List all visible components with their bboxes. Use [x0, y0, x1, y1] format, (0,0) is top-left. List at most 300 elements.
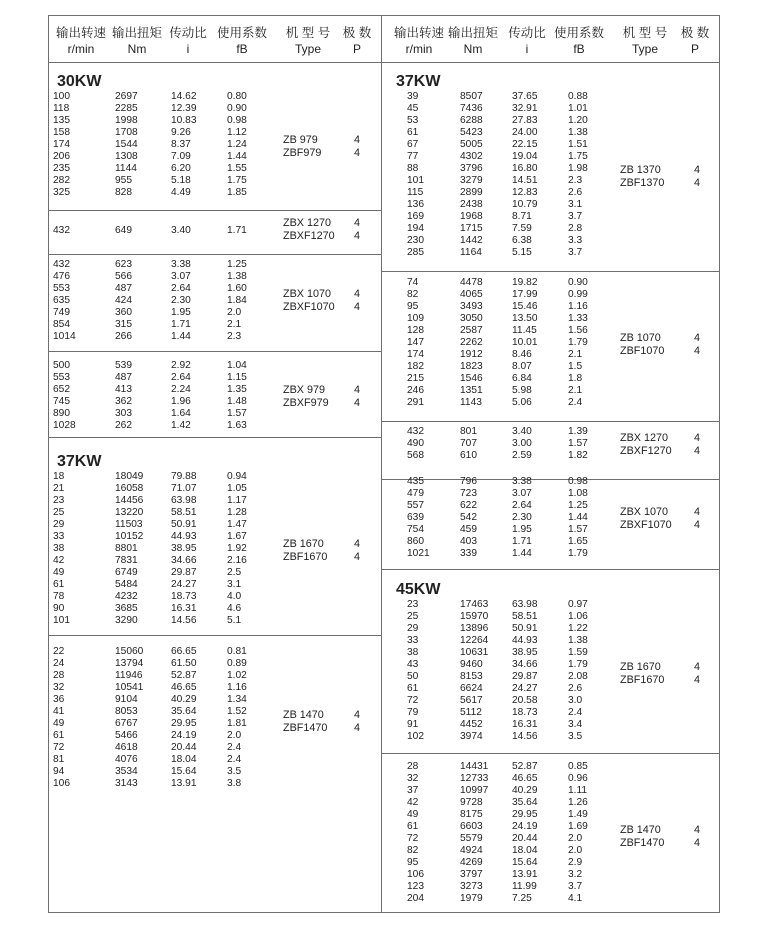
cell-factor: 3.3: [568, 235, 583, 246]
header-service-factor-cn: 使用系数: [216, 26, 267, 40]
cell-ratio: 13.91: [171, 778, 197, 789]
cell-torque: 17463: [460, 599, 489, 610]
pole-count: 4: [354, 147, 361, 159]
table-row: [49, 259, 381, 270]
cell-torque: 6749: [115, 567, 138, 578]
cell-torque: 3273: [460, 881, 483, 892]
cell-ratio: 2.30: [512, 512, 532, 523]
cell-speed: 91: [407, 719, 419, 730]
cell-factor: 1.12: [227, 127, 247, 138]
cell-torque: 3685: [115, 603, 138, 614]
cell-factor: 1.16: [568, 301, 588, 312]
cell-speed: 49: [53, 567, 65, 578]
cell-ratio: 52.87: [171, 670, 197, 681]
cell-speed: 61: [407, 683, 419, 694]
cell-speed: 490: [407, 438, 424, 449]
pole-count: 4: [354, 551, 361, 563]
cell-factor: 1.04: [227, 360, 247, 371]
cell-speed: 128: [407, 325, 424, 336]
table-row: [49, 603, 381, 614]
model-type: ZBF1470: [620, 837, 665, 849]
cell-torque: 18049: [115, 471, 144, 482]
cell-ratio: 18.04: [171, 754, 197, 765]
table-row: [49, 591, 381, 602]
cell-torque: 623: [115, 259, 132, 270]
cell-factor: 2.4: [568, 397, 583, 408]
header-ratio-cn: 传动比: [508, 26, 546, 40]
cell-torque: 8153: [460, 671, 483, 682]
header-poles-en: P: [352, 42, 361, 56]
cell-speed: 745: [53, 396, 70, 407]
cell-torque: 4302: [460, 151, 483, 162]
pole-count: 4: [354, 722, 361, 734]
table-row: [49, 151, 381, 162]
cell-speed: 123: [407, 881, 424, 892]
table-row: [49, 531, 381, 542]
cell-torque: 801: [460, 426, 477, 437]
cell-speed: 1014: [53, 331, 76, 342]
cell-torque: 3290: [115, 615, 138, 626]
cell-torque: 10152: [115, 531, 144, 542]
cell-speed: 101: [53, 615, 70, 626]
cell-ratio: 2.24: [171, 384, 191, 395]
table-header: [382, 16, 720, 63]
cell-ratio: 3.07: [171, 271, 191, 282]
table-row: [49, 658, 381, 669]
cell-torque: 487: [115, 283, 132, 294]
table-row: [49, 682, 381, 693]
cell-ratio: 18.73: [512, 707, 538, 718]
table-row: [382, 385, 720, 396]
pole-count: 4: [694, 506, 701, 518]
cell-ratio: 40.29: [171, 694, 197, 705]
cell-torque: 796: [460, 476, 477, 487]
cell-torque: 3050: [460, 313, 483, 324]
cell-speed: 37: [407, 785, 419, 796]
cell-torque: 4076: [115, 754, 138, 765]
table-row: [49, 420, 381, 431]
cell-factor: 1.33: [568, 313, 588, 324]
cell-ratio: 2.59: [512, 450, 532, 461]
table-row: [382, 845, 720, 856]
cell-torque: 15970: [460, 611, 489, 622]
cell-factor: 2.4: [227, 742, 242, 753]
cell-speed: 174: [407, 349, 424, 360]
cell-torque: 4065: [460, 289, 483, 300]
cell-speed: 246: [407, 385, 424, 396]
cell-speed: 61: [53, 579, 65, 590]
cell-torque: 542: [460, 512, 477, 523]
cell-speed: 81: [53, 754, 65, 765]
cell-torque: 12733: [460, 773, 489, 784]
header-ratio-en: i: [186, 42, 190, 56]
cell-speed: 94: [53, 766, 65, 777]
cell-speed: 18: [53, 471, 65, 482]
cell-torque: 1544: [115, 139, 138, 150]
cell-torque: 6603: [460, 821, 483, 832]
cell-speed: 78: [53, 591, 65, 602]
cell-factor: 1.75: [227, 175, 247, 186]
table-row: [382, 313, 720, 324]
table-row: [382, 809, 720, 820]
table-row: [382, 187, 720, 198]
cell-speed: 42: [53, 555, 65, 566]
cell-factor: 1.84: [227, 295, 247, 306]
cell-ratio: 46.65: [512, 773, 538, 784]
cell-factor: 3.2: [568, 869, 583, 880]
cell-ratio: 18.73: [171, 591, 197, 602]
cell-factor: 0.90: [227, 103, 247, 114]
cell-torque: 7831: [115, 555, 138, 566]
pole-count: 4: [694, 445, 701, 457]
cell-ratio: 20.44: [512, 833, 538, 844]
cell-ratio: 50.91: [171, 519, 197, 530]
cell-ratio: 44.93: [512, 635, 538, 646]
power-section-title: 45KW: [396, 581, 441, 598]
cell-speed: 38: [407, 647, 419, 658]
table-row: [382, 611, 720, 622]
table-row: [382, 211, 720, 222]
table-row: [49, 91, 381, 102]
cell-ratio: 63.98: [171, 495, 197, 506]
cell-ratio: 44.93: [171, 531, 197, 542]
cell-speed: 182: [407, 361, 424, 372]
table-row: [382, 623, 720, 634]
table-row: [382, 599, 720, 610]
cell-torque: 4269: [460, 857, 483, 868]
cell-torque: 424: [115, 295, 132, 306]
cell-torque: 8175: [460, 809, 483, 820]
table-row: [382, 361, 720, 372]
cell-factor: 1.57: [568, 524, 588, 535]
cell-ratio: 10.83: [171, 115, 197, 126]
cell-ratio: 20.58: [512, 695, 538, 706]
cell-torque: 2697: [115, 91, 138, 102]
cell-torque: 2285: [115, 103, 138, 114]
cell-torque: 5112: [460, 707, 482, 718]
table-row: [382, 881, 720, 892]
table-row: [49, 730, 381, 741]
table-row: [382, 397, 720, 408]
cell-factor: 1.49: [568, 809, 588, 820]
cell-speed: 43: [407, 659, 419, 670]
cell-ratio: 6.20: [171, 163, 191, 174]
pole-count: 4: [354, 709, 361, 721]
cell-torque: 1979: [460, 893, 483, 904]
cell-ratio: 15.64: [512, 857, 538, 868]
cell-factor: 1.06: [568, 611, 588, 622]
table-row: [382, 773, 720, 784]
cell-speed: 432: [53, 225, 70, 236]
cell-ratio: 37.65: [512, 91, 538, 102]
cell-torque: 6624: [460, 683, 483, 694]
table-row: [382, 821, 720, 832]
cell-speed: 95: [407, 857, 419, 868]
cell-factor: 2.08: [568, 671, 588, 682]
table-row: [382, 373, 720, 384]
table-row: [49, 384, 381, 395]
cell-torque: 707: [460, 438, 477, 449]
cell-torque: 487: [115, 372, 132, 383]
cell-torque: 13794: [115, 658, 144, 669]
model-type: ZBF1070: [620, 345, 665, 357]
cell-speed: 194: [407, 223, 424, 234]
model-type: ZBF1670: [620, 674, 665, 686]
cell-factor: 1.11: [568, 785, 588, 796]
cell-factor: 1.48: [227, 396, 247, 407]
pole-count: 4: [354, 538, 361, 550]
pole-count: 4: [354, 384, 361, 396]
cell-speed: 53: [407, 115, 419, 126]
cell-factor: 1.38: [568, 635, 588, 646]
cell-ratio: 71.07: [171, 483, 197, 494]
cell-speed: 61: [407, 127, 419, 138]
cell-ratio: 52.87: [512, 761, 538, 772]
cell-ratio: 14.51: [512, 175, 538, 186]
cell-torque: 315: [115, 319, 132, 330]
cell-factor: 1.85: [227, 187, 247, 198]
table-row: [49, 331, 381, 342]
cell-speed: 557: [407, 500, 424, 511]
pole-count: 4: [354, 288, 361, 300]
table-row: [49, 579, 381, 590]
cell-speed: 158: [53, 127, 70, 138]
cell-speed: 39: [407, 91, 419, 102]
header-type-en: Type: [631, 42, 658, 56]
cell-ratio: 2.64: [171, 372, 191, 383]
cell-torque: 360: [115, 307, 132, 318]
table-row: [382, 536, 720, 547]
table-row: [49, 567, 381, 578]
table-row: [382, 199, 720, 210]
cell-ratio: 2.64: [512, 500, 532, 511]
cell-ratio: 16.80: [512, 163, 538, 174]
cell-ratio: 14.62: [171, 91, 197, 102]
table-row: [49, 495, 381, 506]
cell-factor: 1.60: [227, 283, 247, 294]
pole-count: 4: [354, 230, 361, 242]
cell-torque: 5617: [460, 695, 483, 706]
group-divider: [382, 569, 720, 570]
table-row: [382, 548, 720, 559]
spec-table: [48, 15, 720, 913]
cell-torque: 15060: [115, 646, 144, 657]
table-row: [382, 488, 720, 499]
cell-torque: 5484: [115, 579, 138, 590]
cell-speed: 28: [53, 670, 65, 681]
cell-factor: 1.38: [568, 127, 588, 138]
cell-factor: 5.1: [227, 615, 242, 626]
cell-ratio: 1.95: [171, 307, 191, 318]
header-poles-cn: 极 数: [680, 26, 710, 40]
table-row: [382, 115, 720, 126]
cell-torque: 9460: [460, 659, 483, 670]
cell-ratio: 1.42: [171, 420, 191, 431]
cell-ratio: 1.96: [171, 396, 191, 407]
table-row: [49, 127, 381, 138]
cell-factor: 0.96: [568, 773, 588, 784]
cell-speed: 33: [407, 635, 419, 646]
header-type-cn: 机 型 号: [622, 26, 668, 40]
cell-factor: 1.01: [568, 103, 588, 114]
cell-speed: 860: [407, 536, 424, 547]
group-divider: [49, 254, 381, 255]
pole-count: 4: [694, 332, 701, 344]
cell-factor: 2.6: [568, 683, 583, 694]
cell-ratio: 24.19: [171, 730, 197, 741]
cell-ratio: 35.64: [512, 797, 538, 808]
cell-ratio: 15.64: [171, 766, 197, 777]
pole-count: 4: [694, 837, 701, 849]
cell-ratio: 8.37: [171, 139, 191, 150]
header-output-torque-en: Nm: [127, 42, 147, 56]
cell-factor: 2.1: [568, 385, 583, 396]
cell-factor: 2.0: [227, 307, 242, 318]
table-row: [382, 151, 720, 162]
cell-speed: 749: [53, 307, 70, 318]
cell-speed: 102: [407, 731, 424, 742]
cell-ratio: 40.29: [512, 785, 538, 796]
cell-ratio: 35.64: [171, 706, 197, 717]
cell-factor: 1.75: [568, 151, 588, 162]
header-output-speed-cn: 输出转速: [55, 26, 106, 40]
cell-factor: 1.67: [227, 531, 247, 542]
cell-factor: 1.20: [568, 115, 588, 126]
table-row: [49, 519, 381, 530]
cell-speed: 479: [407, 488, 424, 499]
cell-torque: 1912: [460, 349, 483, 360]
cell-speed: 553: [53, 283, 70, 294]
table-row: [49, 742, 381, 753]
cell-factor: 1.51: [568, 139, 588, 150]
table-row: [382, 500, 720, 511]
cell-ratio: 24.00: [512, 127, 538, 138]
pole-count: 4: [694, 661, 701, 673]
cell-speed: 136: [407, 199, 424, 210]
table-row: [382, 325, 720, 336]
cell-factor: 0.94: [227, 471, 247, 482]
model-type: ZBX 1270: [620, 432, 669, 444]
cell-speed: 169: [407, 211, 424, 222]
cell-speed: 72: [407, 695, 419, 706]
cell-speed: 215: [407, 373, 424, 384]
cell-ratio: 29.87: [512, 671, 538, 682]
cell-torque: 828: [115, 187, 132, 198]
table-row: [382, 426, 720, 437]
cell-speed: 24: [53, 658, 65, 669]
header-output-speed-cn: 输出转速: [393, 26, 444, 40]
cell-speed: 282: [53, 175, 70, 186]
cell-speed: 109: [407, 313, 424, 324]
cell-factor: 2.8: [568, 223, 583, 234]
cell-ratio: 27.83: [512, 115, 538, 126]
cell-ratio: 61.50: [171, 658, 197, 669]
group-divider: [49, 210, 381, 211]
cell-ratio: 3.40: [171, 225, 191, 236]
group-divider: [49, 635, 381, 636]
cell-torque: 459: [460, 524, 477, 535]
cell-speed: 90: [53, 603, 65, 614]
cell-factor: 0.90: [568, 277, 588, 288]
cell-torque: 1308: [115, 151, 138, 162]
cell-speed: 174: [53, 139, 70, 150]
cell-torque: 1144: [115, 163, 137, 174]
cell-torque: 3796: [460, 163, 483, 174]
cell-ratio: 3.38: [171, 259, 191, 270]
cell-torque: 723: [460, 488, 477, 499]
cell-speed: 754: [407, 524, 424, 535]
cell-torque: 3143: [115, 778, 138, 789]
cell-factor: 3.7: [568, 211, 583, 222]
cell-factor: 0.97: [568, 599, 588, 610]
table-row: [49, 360, 381, 371]
cell-ratio: 3.38: [512, 476, 532, 487]
cell-speed: 88: [407, 163, 419, 174]
cell-torque: 8507: [460, 91, 483, 102]
cell-ratio: 1.64: [171, 408, 191, 419]
cell-factor: 1.24: [227, 139, 247, 150]
cell-ratio: 20.44: [171, 742, 197, 753]
model-type: ZBX 1070: [283, 288, 332, 300]
table-row: [49, 471, 381, 482]
cell-factor: 1.59: [568, 647, 588, 658]
table-row: [382, 139, 720, 150]
table-row: [382, 785, 720, 796]
cell-torque: 413: [115, 384, 132, 395]
cell-torque: 955: [115, 175, 132, 186]
table-row: [382, 695, 720, 706]
cell-speed: 61: [407, 821, 419, 832]
cell-torque: 266: [115, 331, 132, 342]
cell-factor: 0.99: [568, 289, 588, 300]
pole-count: 4: [694, 345, 701, 357]
table-row: [382, 671, 720, 682]
cell-factor: 1.98: [568, 163, 588, 174]
cell-speed: 82: [407, 845, 419, 856]
cell-ratio: 10.79: [512, 199, 538, 210]
cell-factor: 1.35: [227, 384, 247, 395]
cell-torque: 14431: [460, 761, 489, 772]
cell-torque: 403: [460, 536, 477, 547]
cell-torque: 5466: [115, 730, 138, 741]
cell-speed: 235: [53, 163, 70, 174]
cell-torque: 3493: [460, 301, 483, 312]
table-row: [49, 175, 381, 186]
cell-torque: 1546: [460, 373, 483, 384]
group-divider: [49, 437, 381, 438]
cell-factor: 1.65: [568, 536, 588, 547]
cell-factor: 1.25: [568, 500, 588, 511]
table-row: [382, 893, 720, 904]
cell-ratio: 58.51: [512, 611, 538, 622]
table-row: [49, 115, 381, 126]
cell-factor: 3.1: [227, 579, 242, 590]
table-row: [382, 235, 720, 246]
table-row: [49, 646, 381, 657]
cell-torque: 2262: [460, 337, 483, 348]
cell-speed: 639: [407, 512, 424, 523]
cell-speed: 38: [53, 543, 65, 554]
cell-torque: 13896: [460, 623, 489, 634]
cell-torque: 10631: [460, 647, 489, 658]
cell-ratio: 2.92: [171, 360, 191, 371]
cell-factor: 3.7: [568, 881, 583, 892]
cell-speed: 435: [407, 476, 424, 487]
cell-torque: 3974: [460, 731, 483, 742]
cell-ratio: 12.39: [171, 103, 197, 114]
cell-ratio: 4.49: [171, 187, 191, 198]
cell-speed: 72: [407, 833, 419, 844]
